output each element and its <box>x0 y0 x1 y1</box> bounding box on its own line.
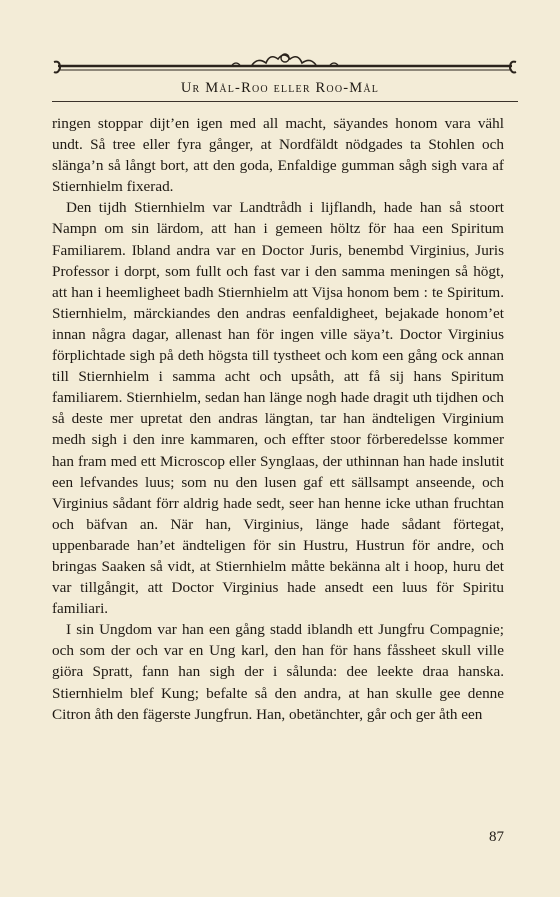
paragraph-continued: ringen stoppar dijt’en igen med all macht, säyandes honom vara vähl undt. Så tree eller fyra gånger, at Nordfäldt nödgades ta Stohlen och slänga’n så långt bort, att den goda, Enfaldige gumman sågh sigh vara af Stiernhielm fixerad. <box>52 115 504 196</box>
running-title: Ur Mål-Roo eller Roo-Mål <box>180 80 380 96</box>
page-number: 87 <box>489 829 504 845</box>
body-text <box>52 113 504 725</box>
decorative-ornament-rule-icon <box>52 48 518 78</box>
paragraph-stiernhielm-virginius: Den tijdh Stiernhielm var Landtrådh i lijflandh, hade han så stoort Nampn om sin lärdom, att han i gemeen höltz för haa een Spiritum Familiarem. Ibland andra var en Doctor Juris, benembd Virginius, Juris Professor i dorpt, som fullt och fast var i den samma meningen så högt, att han i heemligheet badh Stiernhielm att Vijsa honom bem : te Spiritum. Stiernhielm, märckiandes den andras eenfaldigheet, bejakade honom’et innan några dagar, allenast han för ingen ville säya’t. Doctor Virginius förplichtade sigh på deth högsta till tystheet och kom een gång ock annan till Stiernhielm i samma acht och upsåth, att få sij hans Spiritum familiarem. Stiernhielm, sedan han länge nogh hade dragit uth tijdhen och så deste mer upretat den andras längtan, tar han ändteligen Virginium medh sigh i den inre kammaren, och effter stoor förberedelsse kommer han fram med ett Microscop eller Synglaas, der uthinnan han hade inslutit een lefvandes luus; som nu den lusen gaf ett sällsampt anseende, och Virginius sådant förr aldrig hade sedt, seer han henne icke uthan fruchtan och bäfvan an. När han, Virginius, länge hade sådant förtegat, uppenbarade han’et ändteligen för sin Hustru, Hustrun för andre, och bringas Saaken så vidt, at Stiernhielm måtte bekänna alt i hoop, huru det var tillgångit, att Doctor Virginius hade ansedt een luus för Spiritu familiari. <box>52 199 504 618</box>
paragraph-jungfru-compagnie: I sin Ungdom var han een gång stadd iblandh ett Jungfru Compagnie; och som der och var en Ung karl, den han för hans fåssheet skull ville giöra Spratt, fann han sigh der i sålunda: dee leekte draa hanska. Stiernhielm blef Kung; befalte så den andra, at han skulle gee denne Citron åth den fägerste Jungfrun. Han, obetänchter, går och ger åth een <box>52 621 504 723</box>
header-divider <box>52 101 518 102</box>
